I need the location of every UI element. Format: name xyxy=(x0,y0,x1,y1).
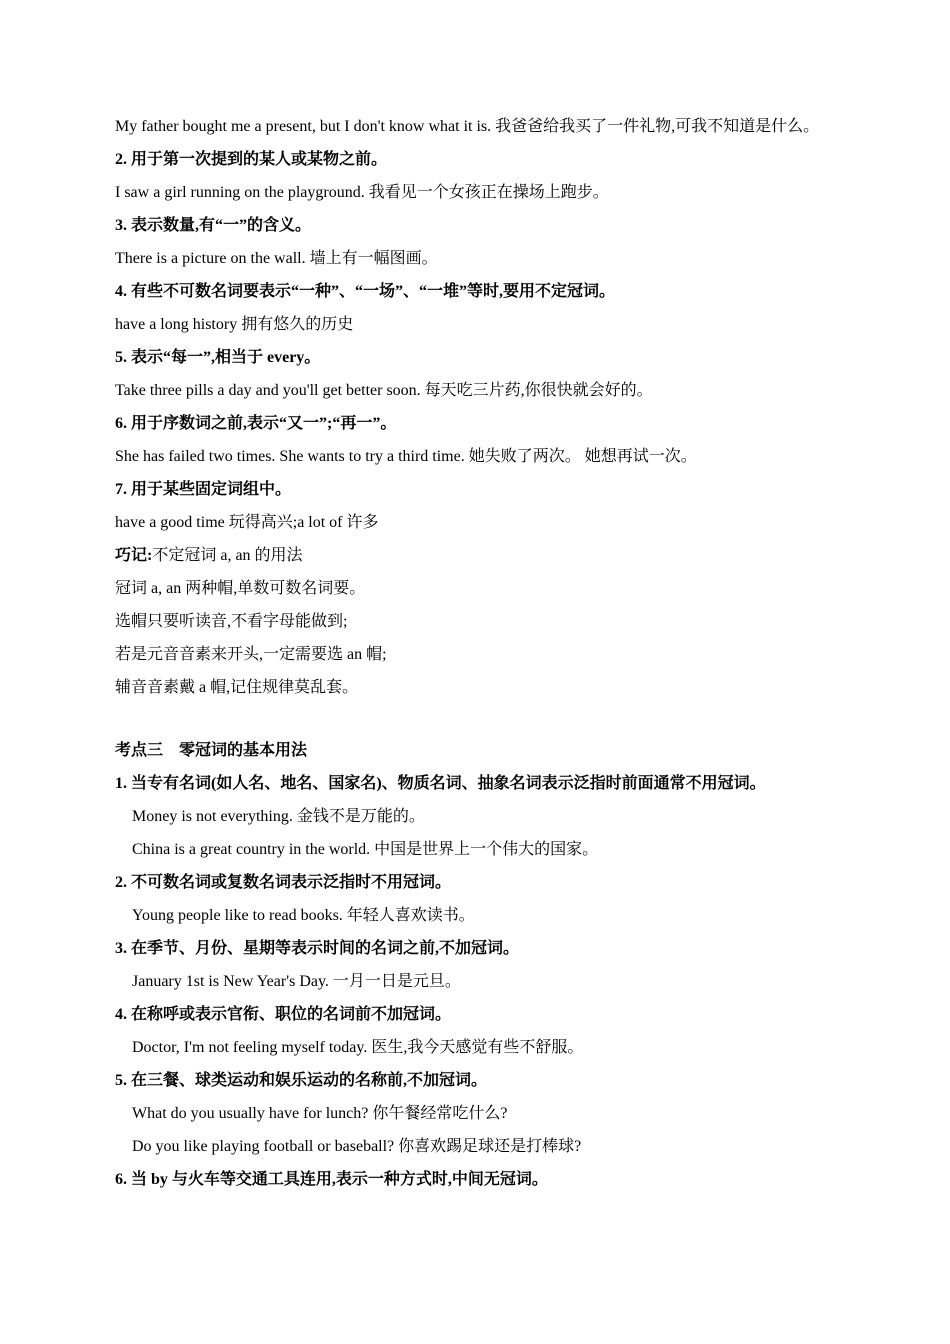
rule-heading: 6. 当 by 与火车等交通工具连用,表示一种方式时,中间无冠词。 xyxy=(115,1171,548,1188)
mnemonic-topic: 不定冠词 a, an 的用法 xyxy=(152,547,303,564)
example-sentence: January 1st is New Year's Day. 一月一日是元旦。 xyxy=(132,973,461,990)
rule-heading: 3. 表示数量,有“一”的含义。 xyxy=(115,217,312,234)
mnemonic-verse-line: 选帽只要听读音,不看字母能做到; xyxy=(115,613,348,630)
rule-heading: 5. 表示“每一”,相当于 every。 xyxy=(115,349,321,366)
rule-heading: 1. 当专有名词(如人名、地名、国家名)、物质名词、抽象名词表示泛指时前面通常不用冠词。 xyxy=(115,775,766,792)
example-sentence: I saw a girl running on the playground. 我看见一个女孩正在操场上跑步。 xyxy=(115,184,609,201)
example-sentence: My father bought me a present, but I don't know what it is. 我爸爸给我买了一件礼物,可我不知道是什么。 xyxy=(115,118,820,135)
rule-heading: 7. 用于某些固定词组中。 xyxy=(115,481,292,498)
example-sentence: There is a picture on the wall. 墙上有一幅图画。 xyxy=(115,250,438,267)
rule-heading: 4. 在称呼或表示官衔、职位的名词前不加冠词。 xyxy=(115,1006,452,1023)
example-sentence: have a good time 玩得高兴;a lot of 许多 xyxy=(115,514,379,531)
document-page xyxy=(115,110,825,1196)
example-sentence: Take three pills a day and you'll get better soon. 每天吃三片药,你很快就会好的。 xyxy=(115,382,653,399)
rule-heading: 3. 在季节、月份、星期等表示时间的名词之前,不加冠词。 xyxy=(115,940,520,957)
section-spacer xyxy=(115,704,825,734)
rule-heading: 5. 在三餐、球类运动和娱乐运动的名称前,不加冠词。 xyxy=(115,1072,488,1089)
example-sentence: Young people like to read books. 年轻人喜欢读书。 xyxy=(132,907,475,924)
mnemonic-verse-line: 若是元音音素来开头,一定需要选 an 帽; xyxy=(115,646,387,663)
rule-heading: 6. 用于序数词之前,表示“又一”;“再一”。 xyxy=(115,415,397,432)
example-sentence: She has failed two times. She wants to try a third time. 她失败了两次。 她想再试一次。 xyxy=(115,448,697,465)
example-sentence: Doctor, I'm not feeling myself today. 医生,我今天感觉有些不舒服。 xyxy=(132,1039,584,1056)
mnemonic-tip xyxy=(115,539,825,572)
example-sentence: Do you like playing football or baseball? 你喜欢踢足球还是打棒球? xyxy=(132,1138,582,1155)
rule-heading: 2. 用于第一次提到的某人或某物之前。 xyxy=(115,151,388,168)
example-sentence: Money is not everything. 金钱不是万能的。 xyxy=(132,808,425,825)
mnemonic-label: 巧记: xyxy=(115,547,153,564)
example-sentence: What do you usually have for lunch? 你午餐经常吃什么? xyxy=(132,1105,508,1122)
example-sentence: have a long history 拥有悠久的历史 xyxy=(115,316,354,333)
mnemonic-verse-line: 冠词 a, an 两种帽,单数可数名词要。 xyxy=(115,580,366,597)
rule-heading: 2. 不可数名词或复数名词表示泛指时不用冠词。 xyxy=(115,874,452,891)
section-title: 考点三 零冠词的基本用法 xyxy=(115,742,308,759)
example-sentence: China is a great country in the world. 中国是世界上一个伟大的国家。 xyxy=(132,841,599,858)
mnemonic-verse-line: 辅音音素戴 a 帽,记住规律莫乱套。 xyxy=(115,679,359,696)
rule-heading: 4. 有些不可数名词要表示“一种”、“一场”、“一堆”等时,要用不定冠词。 xyxy=(115,283,616,300)
